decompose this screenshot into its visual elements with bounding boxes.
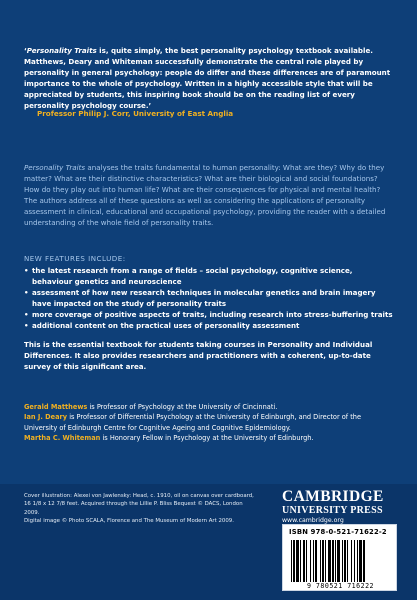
endorsement-quote <box>24 46 394 111</box>
publisher-logo <box>282 489 402 525</box>
credit-line: 16 1/8 x 12 7/8 feet. Acquired through the Lillie P. Bliss Bequest © DACS, London 2009. <box>24 501 243 516</box>
book-description <box>24 163 394 228</box>
cover-credits <box>24 492 256 526</box>
author-bios <box>24 402 394 444</box>
author-name: Martha C. Whiteman <box>24 434 101 443</box>
publisher-name-line1: CAMBRIDGE <box>282 488 384 505</box>
description-book-title: Personality Traits <box>24 163 86 172</box>
author-bio <box>24 402 394 412</box>
publisher-name-line2: UNIVERSITY PRESS <box>282 505 383 516</box>
quote-book-title: Personality Traits <box>26 46 97 55</box>
barcode-digits: 9 780521 716222 <box>306 582 375 590</box>
new-features-list <box>24 266 394 331</box>
isbn-label: ISBN 978-0-521-71622-2 <box>289 528 387 536</box>
author-bio <box>24 433 394 443</box>
barcode-icon <box>291 540 391 582</box>
publisher-url: www.cambridge.org <box>282 517 344 524</box>
credit-line: Digital image © Photo SCALA, Florence and The Museum of Modern Art 2009. <box>24 518 234 525</box>
feature-item: • additional content on the practical uses of personality assessment <box>24 321 394 332</box>
endorsement-attribution: Professor Philip J. Corr, University of East Anglia <box>37 109 234 118</box>
feature-item: • the latest research from a range of fields – social psychology, cognitive science, behaviour genetics and neuroscience <box>24 266 394 288</box>
quote-text: is, quite simply, the best personality psychology textbook available. Matthews, Deary and Whiteman successfully demonstrate the central role played by personality in general psychology: people do differ and these differences are of paramount importance to the whole of psychology. Written in a highly accessible style that will be appreciated by students, this inspiring book should be on the reading list of every personality psychology course.’ <box>24 46 391 110</box>
feature-item: • assessment of how new research techniques in molecular genetics and brain imagery have impacted on the study of personality traits <box>24 288 394 310</box>
author-bio-text: is Professor of Differential Psychology at the University of Edinburgh, and Director of the University of Edinburgh Centre for Cognitive Ageing and Cognitive Epidemiology. <box>24 413 362 432</box>
author-bio-text: is Professor of Psychology at the University of Cincinnati. <box>87 403 278 411</box>
new-features-heading: NEW FEATURES INCLUDE: <box>24 254 126 263</box>
audience-statement: This is the essential textbook for students taking courses in Personality and Individual Differences. It also provides researchers and practitioners with a coherent, up-to-date survey of this significant area. <box>24 340 373 371</box>
author-name: Gerald Matthews <box>24 403 88 411</box>
author-bio-text: is Honorary Fellow in Psychology at the University of Edinburgh. <box>100 434 314 443</box>
description-text: analyses the traits fundamental to human personality: What are they? Why do they matter? What are their distinctive characteristics? What are their biological and social foundations? How do they play out into human life? What are their consequences for physical and mental health? The authors address all of these questions as well as considering the applications of personality assessment in clinical, educational and occupational psychology, providing the reader with a detailed understanding of the whole field of personality traits. <box>24 163 386 227</box>
credit-line: Cover illustration: Alexei von Jawlensky: Head, c. 1910, oil on canvas over cardboard, <box>24 493 254 499</box>
isbn-barcode-box <box>282 524 397 591</box>
feature-item: • more coverage of positive aspects of traits, including research into stress-buffering traits <box>24 310 394 321</box>
author-name: Ian J. Deary <box>24 413 68 422</box>
quote-open-mark: ‘ <box>24 46 27 55</box>
author-bio <box>24 412 394 433</box>
